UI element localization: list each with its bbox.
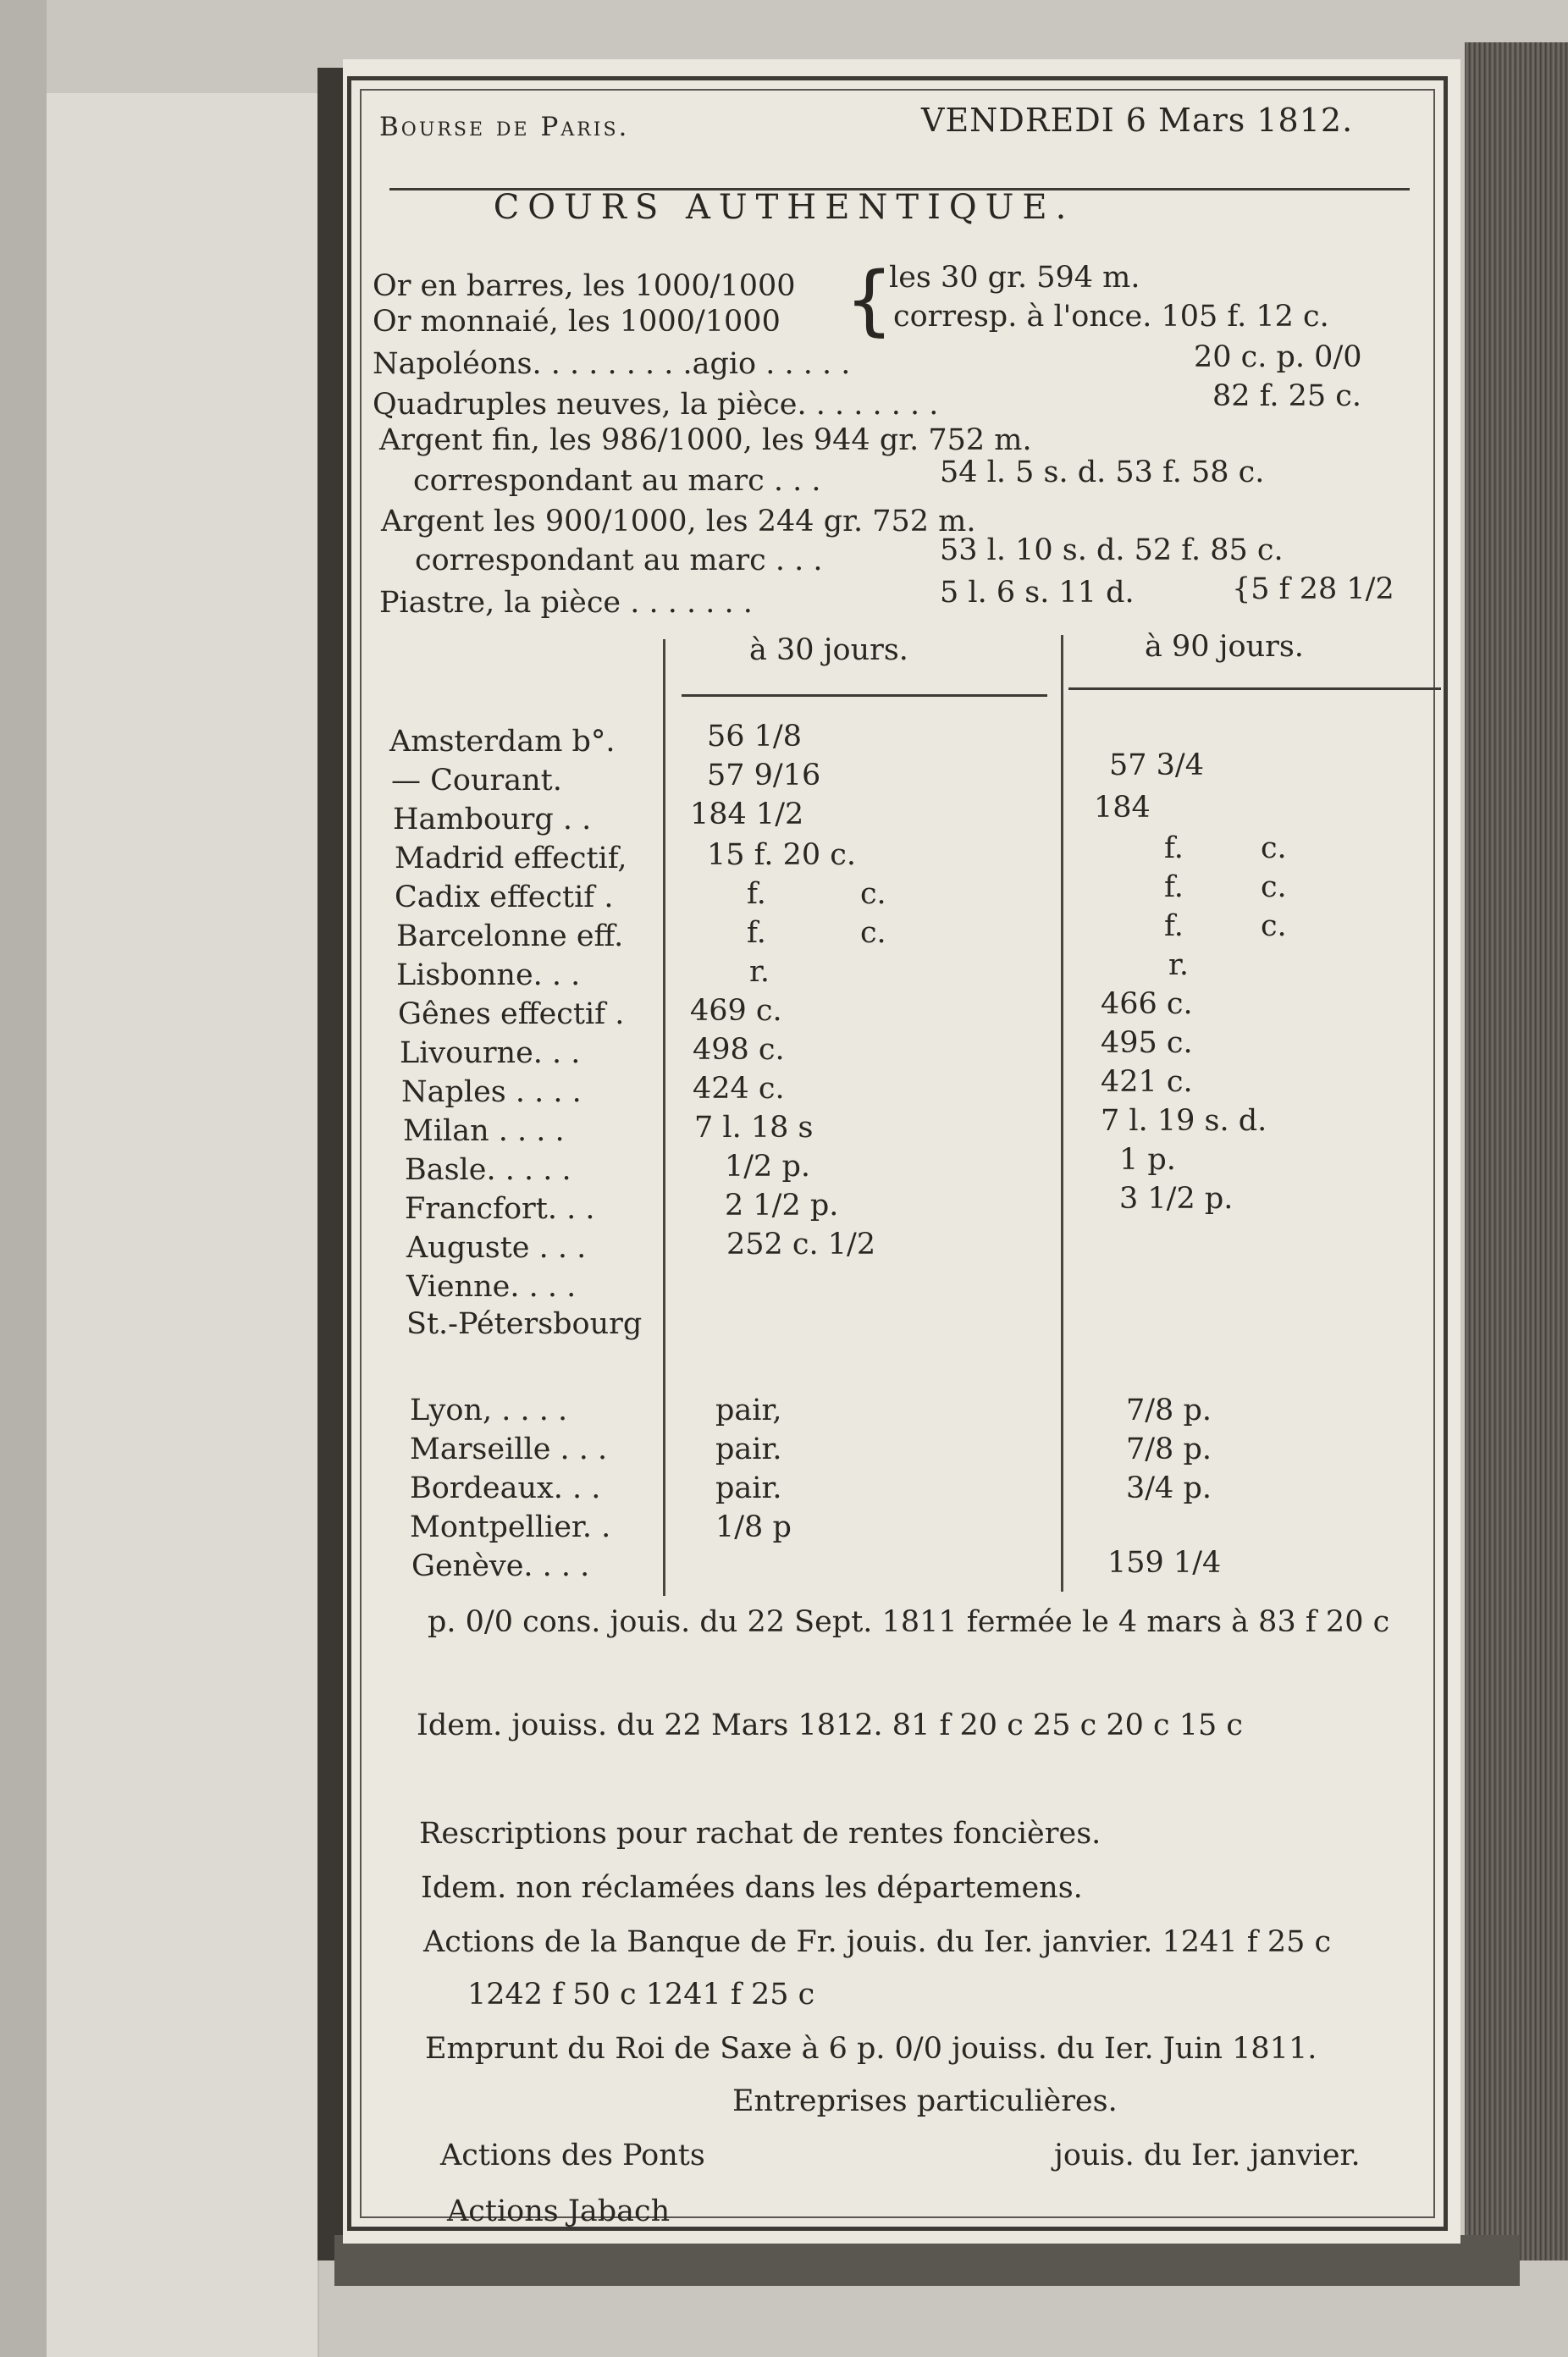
- brace-top: les 30 gr. 594 m.: [889, 261, 1140, 295]
- row-30: 1/8 p: [715, 1510, 792, 1544]
- row-place: Montpellier. .: [410, 1510, 611, 1544]
- row-30: f. c.: [747, 916, 886, 950]
- row-place: Livourne. . .: [400, 1036, 581, 1070]
- row-90: f. c.: [1164, 831, 1287, 865]
- row-90: f. c.: [1164, 870, 1287, 904]
- row-90: f. c.: [1164, 909, 1287, 943]
- col-90-header: à 90 jours.: [1145, 630, 1304, 664]
- facing-blank-page: [47, 93, 319, 2357]
- row-90: 7/8 p.: [1126, 1394, 1212, 1427]
- row-30: 7 l. 18 s: [694, 1111, 814, 1145]
- brace-bottom: corresp. à l'once. 105 f. 12 c.: [893, 300, 1329, 334]
- row-place: Genève. . . .: [411, 1549, 590, 1583]
- funds-line9a: Actions des Ponts: [440, 2139, 705, 2172]
- funds-line5: Actions de la Banque de Fr. jouis. du Ier. janvier. 1241 f 25 c: [423, 1925, 1332, 1959]
- row-place: Gênes effectif .: [398, 997, 625, 1031]
- row-90: 57 3/4: [1109, 748, 1204, 782]
- row-30: pair.: [715, 1471, 782, 1505]
- quadruples: Quadruples neuves, la pièce. . . . . . . .: [373, 388, 939, 422]
- header-date: VENDREDI 6 Mars 1812.: [921, 102, 1354, 139]
- row-30: 469 c.: [690, 994, 782, 1028]
- row-place: Lyon, . . . .: [410, 1394, 568, 1427]
- row-place: Bordeaux. . .: [410, 1471, 601, 1505]
- row-place: Basle. . . . .: [405, 1153, 571, 1187]
- row-30: 184 1/2: [690, 798, 804, 831]
- napoleons: Napoléons. . . . . . . . .agio . . . . .: [373, 347, 851, 381]
- row-90: 7 l. 19 s. d.: [1101, 1104, 1267, 1138]
- row-30: 2 1/2 p.: [725, 1189, 839, 1223]
- funds-line10: Actions Jabach: [447, 2194, 671, 2228]
- row-place: St.-Pétersbourg: [406, 1307, 643, 1341]
- row-90: 421 c.: [1101, 1065, 1193, 1099]
- quadruples-value: 82 f. 25 c.: [1212, 379, 1362, 413]
- row-place: Barcelonne eff.: [396, 919, 624, 953]
- row-place: Amsterdam b°.: [389, 725, 616, 759]
- piastre-value: 5 l. 6 s. 11 d.: [940, 576, 1135, 610]
- argent-900-corr: correspondant au marc . . .: [415, 544, 823, 577]
- row-30: 56 1/8: [707, 720, 802, 753]
- row-30: 498 c.: [693, 1033, 785, 1067]
- piastre: Piastre, la pièce . . . . . . .: [379, 586, 753, 620]
- piastre-value2: {5 f 28 1/2: [1232, 572, 1394, 606]
- row-place: Milan . . . .: [403, 1114, 565, 1148]
- funds-line4: Idem. non réclamées dans les départemens.: [421, 1871, 1083, 1905]
- row-30: pair.: [715, 1432, 782, 1466]
- book-gutter: [317, 68, 343, 2260]
- row-place: Madrid effectif,: [395, 842, 627, 875]
- row-30: 252 c. 1/2: [726, 1228, 876, 1261]
- funds-line6: 1242 f 50 c 1241 f 25 c: [467, 1978, 815, 2012]
- row-place: Hambourg . .: [393, 803, 592, 836]
- row-90: 495 c.: [1101, 1026, 1193, 1060]
- header-left: Bourse de Paris.: [379, 112, 630, 142]
- brace-icon: {: [845, 256, 894, 345]
- row-30: 57 9/16: [707, 759, 821, 792]
- row-30: 424 c.: [693, 1072, 785, 1106]
- row-90: 159 1/4: [1107, 1546, 1222, 1580]
- row-30: pair,: [715, 1394, 782, 1427]
- col-90-rule: [1068, 687, 1441, 690]
- napoleons-value: 20 c. p. 0/0: [1194, 340, 1362, 374]
- page-edges: [1465, 42, 1568, 2260]
- row-30: r.: [749, 955, 770, 989]
- col-30-header: à 30 jours.: [749, 633, 908, 667]
- row-30: 15 f. 20 c.: [707, 838, 857, 872]
- row-90: 184: [1094, 791, 1151, 825]
- funds-line7: Emprunt du Roi de Saxe à 6 p. 0/0 jouiss. du Ier. Juin 1811.: [425, 2032, 1317, 2066]
- funds-subheading: Entreprises particulières.: [732, 2084, 1118, 2118]
- funds-line2: Idem. jouiss. du 22 Mars 1812. 81 f 20 c 25 c 20 c 15 c: [417, 1708, 1243, 1742]
- scan-background-left: [0, 0, 47, 2357]
- funds-line9b: jouis. du Ier. janvier.: [1054, 2139, 1361, 2172]
- argent-fin-corr: correspondant au marc . . .: [413, 464, 821, 498]
- col-30-rule: [682, 694, 1047, 697]
- row-90: 7/8 p.: [1126, 1432, 1212, 1466]
- table-divider-left: [663, 639, 665, 1596]
- row-place: Cadix effectif .: [395, 880, 614, 914]
- or-barres-label: Or en barres, les 1000/1000: [373, 269, 796, 303]
- row-place: Lisbonne. . .: [396, 958, 581, 992]
- row-90: 3/4 p.: [1126, 1471, 1212, 1505]
- page-title: COURS AUTHENTIQUE.: [493, 188, 1075, 227]
- argent-900-corr-value: 53 l. 10 s. d. 52 f. 85 c.: [940, 533, 1284, 567]
- row-place: Auguste . . .: [406, 1231, 587, 1265]
- argent-fin: Argent fin, les 986/1000, les 944 gr. 752 m.: [379, 423, 1032, 457]
- row-90: r.: [1168, 948, 1190, 982]
- or-monnaie-label: Or monnaié, les 1000/1000: [373, 305, 781, 339]
- funds-line1: p. 0/0 cons. jouis. du 22 Sept. 1811 fermée le 4 mars à 83 f 20 c: [428, 1605, 1390, 1639]
- row-place: Marseille . . .: [410, 1432, 608, 1466]
- table-divider-right: [1061, 635, 1063, 1592]
- row-place: Naples . . . .: [401, 1075, 582, 1109]
- row-place: Vienne. . . .: [406, 1270, 577, 1304]
- row-place: Francfort. . .: [405, 1192, 595, 1226]
- row-90: 3 1/2 p.: [1119, 1182, 1234, 1216]
- row-30: f. c.: [747, 877, 886, 911]
- row-place: — Courant.: [391, 764, 562, 798]
- argent-fin-corr-value: 54 l. 5 s. d. 53 f. 58 c.: [940, 455, 1265, 489]
- row-90: 466 c.: [1101, 987, 1193, 1021]
- funds-line3: Rescriptions pour rachat de rentes foncières.: [419, 1817, 1101, 1851]
- row-90: 1 p.: [1119, 1143, 1176, 1177]
- row-30: 1/2 p.: [725, 1150, 810, 1184]
- argent-900: Argent les 900/1000, les 244 gr. 752 m.: [381, 505, 976, 538]
